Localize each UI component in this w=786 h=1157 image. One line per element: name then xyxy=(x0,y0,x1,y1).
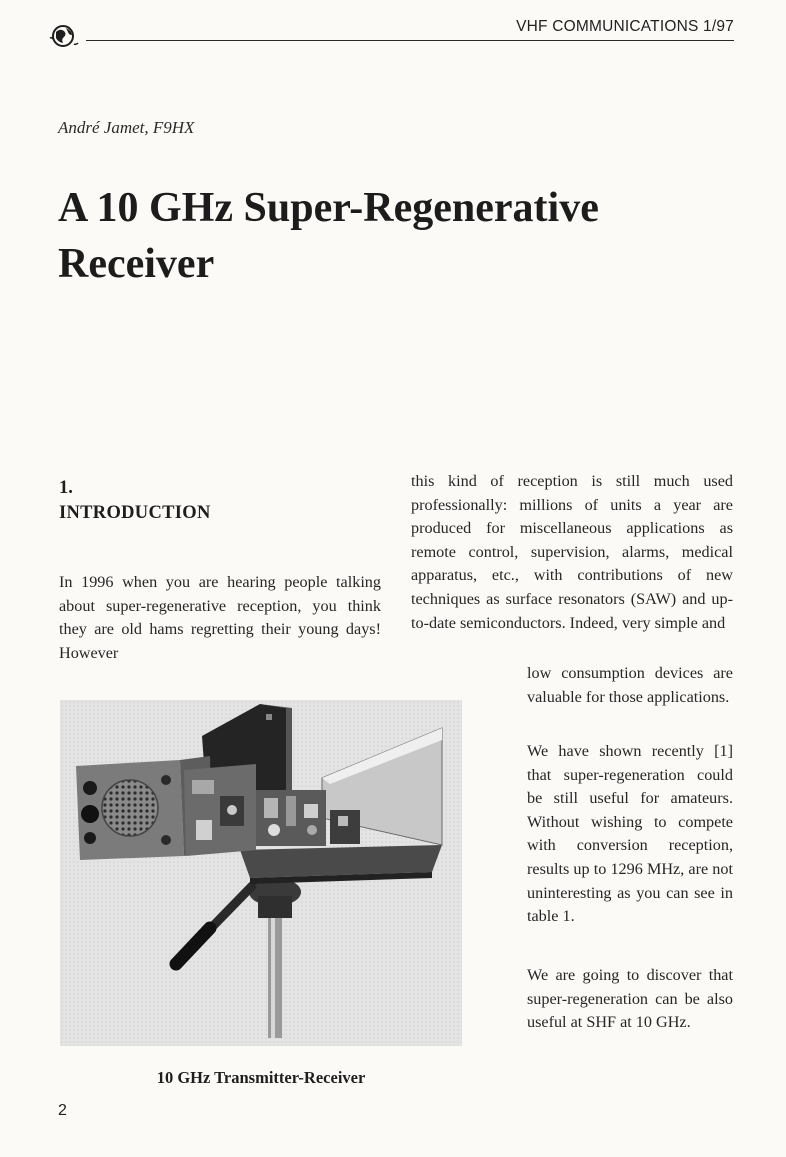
paragraph-intro-3: low consumption devices are valuable for those applications. xyxy=(527,664,733,706)
author-byline: André Jamet, F9HX xyxy=(58,118,195,137)
paragraph-intro-2: this kind of reception is still much used professionally: millions of units a year are produced for miscellaneous applications as remote control, supervision, alarms, medical apparatus, etc., with contributions of new techniques as surface resonators (SAW) and up-to-date semiconductors. Indeed, very simple and xyxy=(411,472,733,632)
page-number: 2 xyxy=(58,1102,67,1119)
figure-caption: 10 GHz Transmitter-Receiver xyxy=(156,1068,366,1087)
title-line-1: A 10 GHz Super-Regenerative xyxy=(58,185,599,231)
title-line-2: Receiver xyxy=(58,241,215,287)
article-title xyxy=(58,180,758,292)
journal-header: VHF COMMUNICATIONS 1/97 xyxy=(516,18,734,35)
transmitter-receiver-photo xyxy=(60,700,462,1046)
section-number: 1. xyxy=(59,478,73,498)
paragraph-intro-1: In 1996 when you are hearing people talking about super-regenerative reception, you think they are old hams regretting their young days! However xyxy=(59,573,381,662)
paragraph-intro-4: We have shown recently [1] that super-regeneration could be still useful for amateurs. Without wishing to compete with conversion reception, results up to 1296 MHz, are not uninteresting as you can see in table 1. xyxy=(527,742,733,926)
paragraph-intro-5: We are going to discover that super-regeneration can be also useful at SHF at 10 GHz. xyxy=(527,966,733,1032)
header-rule xyxy=(86,40,734,41)
section-title: INTRODUCTION xyxy=(59,503,211,523)
